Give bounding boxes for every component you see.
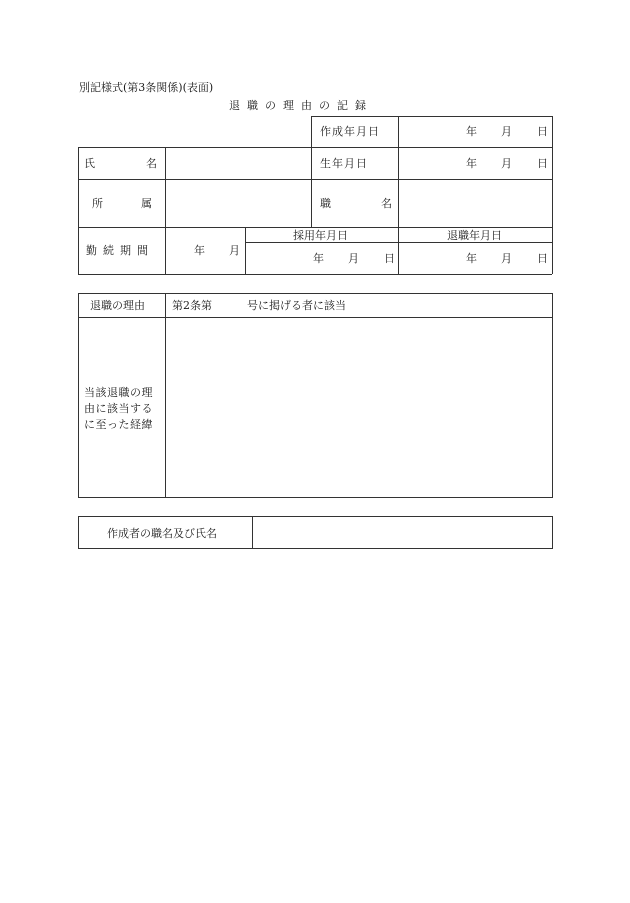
- reason-clause-suffix: 号に掲げる者に該当: [247, 299, 346, 312]
- affiliation-label-first: 所: [92, 197, 103, 210]
- hire-month: 月: [348, 252, 359, 265]
- retire-date-label: 退職年月日: [447, 229, 502, 242]
- birth-date-day: 日: [537, 157, 548, 170]
- job-title-label-second: 名: [381, 197, 392, 210]
- name-label-second: 名: [146, 157, 157, 170]
- record-table-line: [78, 147, 552, 148]
- job-title-label-first: 職: [320, 197, 331, 210]
- reason-clause-prefix: 第2条第: [172, 299, 212, 312]
- circumstances-label: 当該退職の理由に該当するに至った経緯: [84, 386, 153, 431]
- created-date-month: 月: [501, 125, 512, 138]
- name-label-first: 氏: [84, 157, 95, 170]
- record-table-line: [552, 116, 553, 274]
- affiliation-value-field[interactable]: [166, 180, 310, 226]
- record-table-line: [78, 274, 552, 275]
- job-title-value-field[interactable]: [399, 180, 551, 226]
- birth-date-label: 生年月日: [320, 157, 368, 170]
- record-table-line: [78, 147, 79, 274]
- created-date-day: 日: [537, 125, 548, 138]
- name-value-field[interactable]: [166, 148, 310, 178]
- service-period-label: 勤続期間: [86, 244, 154, 257]
- circumstances-value-field[interactable]: [166, 318, 552, 497]
- retire-year: 年: [466, 252, 477, 265]
- author-label: 作成者の職名及び氏名: [107, 527, 217, 540]
- birth-date-month: 月: [501, 157, 512, 170]
- reason-label: 退職の理由: [90, 299, 145, 312]
- created-date-year: 年: [466, 125, 477, 138]
- page-title: 退職の理由の記録: [229, 99, 373, 112]
- form-reference: 別記様式(第3条関係)(表面): [79, 81, 214, 94]
- service-year: 年: [194, 244, 205, 257]
- record-table-line: [245, 227, 246, 274]
- birth-date-year: 年: [466, 157, 477, 170]
- service-month: 月: [229, 244, 240, 257]
- retire-day: 日: [537, 252, 548, 265]
- hire-day: 日: [384, 252, 395, 265]
- record-table-line: [311, 116, 312, 227]
- created-date-label: 作成年月日: [320, 125, 380, 138]
- hire-year: 年: [313, 252, 324, 265]
- record-table-line: [245, 242, 552, 243]
- author-value-field[interactable]: [253, 517, 552, 548]
- retire-month: 月: [501, 252, 512, 265]
- record-table-line: [78, 227, 552, 228]
- record-table-top-border: [311, 116, 552, 117]
- affiliation-label-second: 属: [141, 197, 152, 210]
- hire-date-label: 採用年月日: [293, 229, 348, 242]
